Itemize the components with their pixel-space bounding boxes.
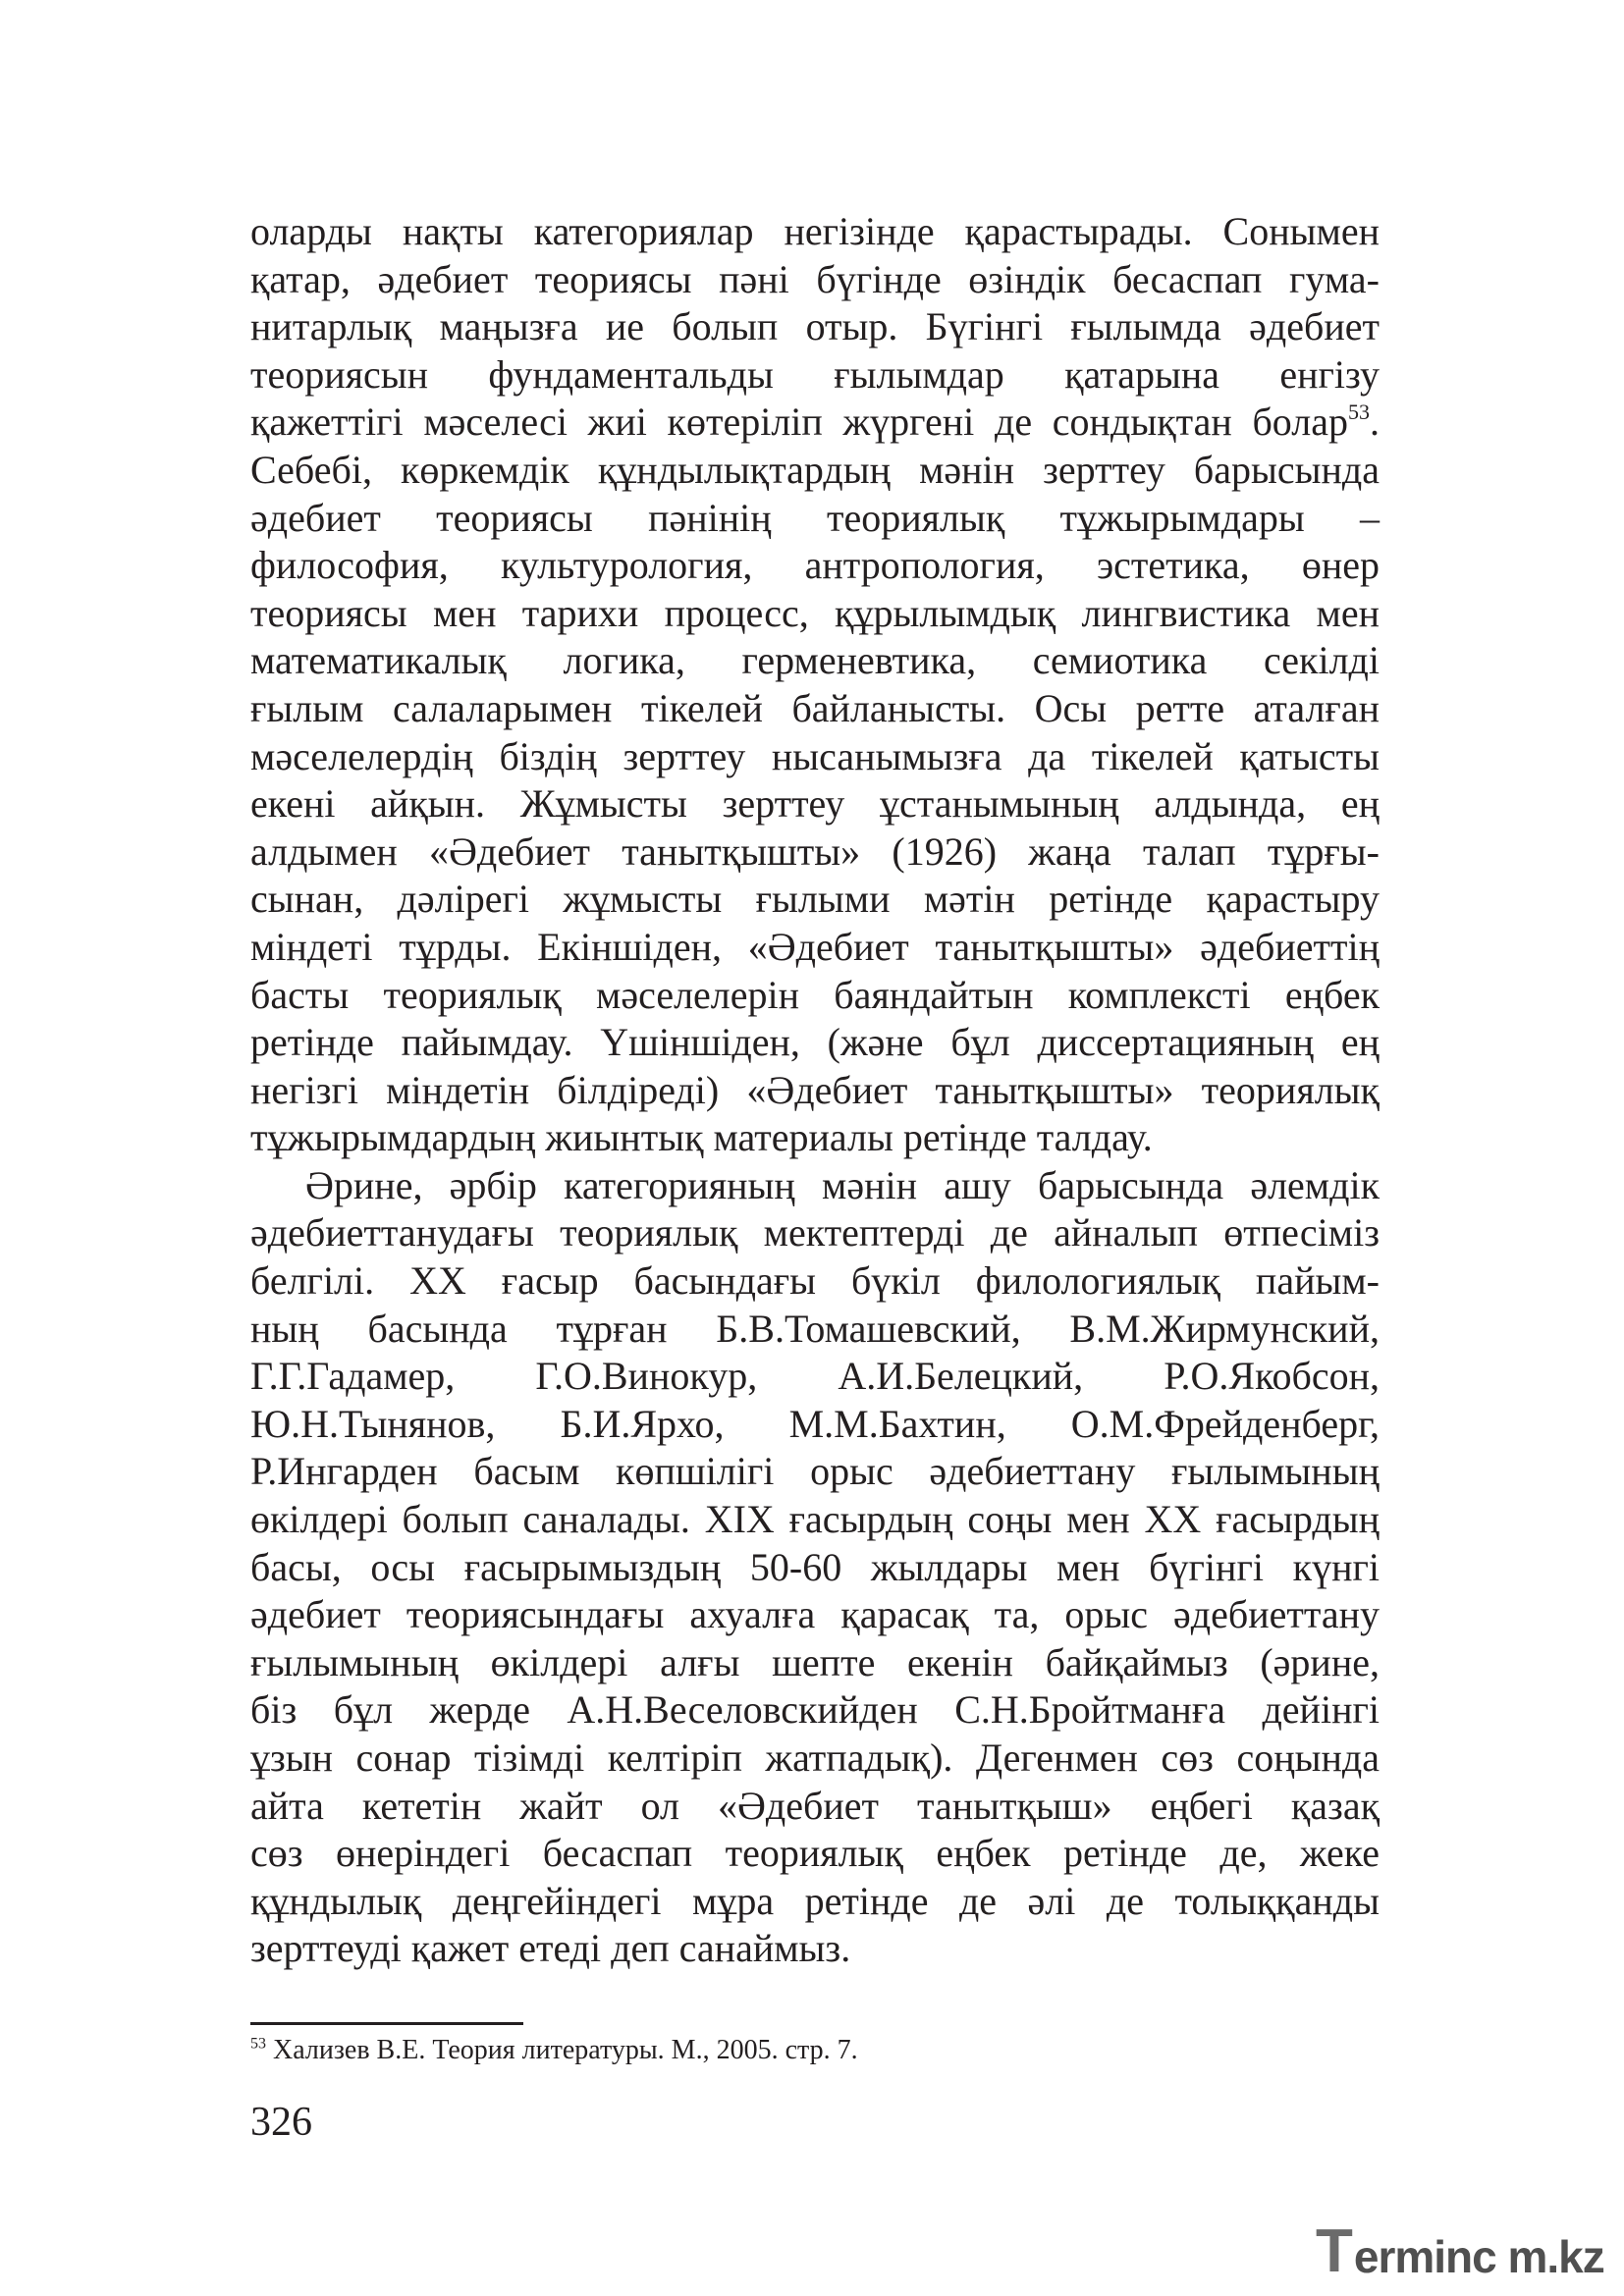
text-line-content: ұзын сонар тізімді келтіріп жатпадық). Дегенмен сөз соңында	[250, 1735, 1380, 1780]
watermark-logo	[1316, 2217, 1604, 2285]
text-line	[250, 1735, 1380, 1783]
text-line	[250, 924, 1380, 972]
footnote-trailing-period: .	[1370, 400, 1380, 445]
text-line	[250, 876, 1380, 924]
text-line	[250, 733, 1380, 781]
text-line-content: философия, культурология, антропология, эстетика, өнер	[250, 543, 1380, 588]
footnote-number: 53	[250, 2035, 266, 2053]
text-line-content: Р.Ингарден басым көпшілігі орыс әдебиеттану ғылымының	[250, 1449, 1380, 1494]
text-line	[250, 1878, 1380, 1926]
footnote-text: Хализев В.Е. Теория литературы. М., 2005. стр. 7.	[266, 2035, 858, 2065]
text-line-content: Ю.Н.Тынянов, Б.И.Ярхо, М.М.Бахтин, О.М.Фрейденберг,	[250, 1401, 1380, 1446]
text-line-content: теориясы мен тарихи процесс, құрылымдық лингвистика мен	[250, 590, 1380, 635]
watermark-first-letter: T	[1316, 2217, 1353, 2285]
footnote-separator	[250, 2022, 523, 2025]
text-line	[250, 256, 1380, 304]
text-line-content: әдебиет теориясындағы ахуалға қарасақ та, орыс әдебиеттану	[250, 1592, 1380, 1637]
text-line-content: тұжырымдардың жиынтық материалы ретінде талдау.	[250, 1115, 1153, 1160]
text-line	[250, 1306, 1380, 1354]
text-line-content: біз бұл жерде А.Н.Веселовскийден С.Н.Бройтманға дейінгі	[250, 1687, 1380, 1733]
text-line	[250, 1401, 1380, 1449]
text-line-content: мәселелердің біздің зерттеу нысанымызға да тікелей қатысты	[250, 733, 1380, 778]
text-line	[250, 1114, 1380, 1162]
text-line-content: әдебиеттанудағы теориялық мектептерді де айналып өтпесіміз	[250, 1210, 1380, 1255]
text-line-content: өкілдері болып саналады. ХІХ ғасырдың соңы мен ХХ ғасырдың	[250, 1497, 1380, 1542]
text-line-content: басы, осы ғасырымыздың 50-60 жылдары мен бүгінгі күнгі	[250, 1544, 1380, 1589]
text-line-content: алдымен «Әдебиет танытқышты» (1926) жаңа талап тұрғы-	[250, 828, 1380, 874]
text-line-content: Г.Г.Гадамер, Г.О.Винокур, А.И.Белецкий, Р.О.Якобсон,	[250, 1354, 1380, 1399]
text-line	[250, 1067, 1380, 1115]
text-line-content: екені айқын. Жұмысты зерттеу ұстанымының алдында, ең	[250, 781, 1380, 827]
footnote-reference[interactable]: 53	[1348, 400, 1370, 425]
text-line-content: теориясын фундаментальды ғылымдар қатарына енгізу	[250, 351, 1380, 397]
text-line	[250, 828, 1380, 877]
watermark-rest: erminc m.kz	[1353, 2231, 1604, 2282]
text-line	[250, 1496, 1380, 1544]
page-body	[250, 208, 1380, 1973]
text-line-content: математикалық логика, герменевтика, семиотика секілді	[250, 638, 1380, 683]
text-line-content: оларды нақты категориялар негізінде қарастырады. Сонымен	[250, 209, 1380, 253]
text-line-content: ғылымының өкілдері алғы шепте екенін байқаймыз (әрине,	[250, 1639, 1380, 1684]
text-line-content: қатар, әдебиет теориясы пәні бүгінде өзіндік бесаспап гума-	[250, 256, 1380, 301]
page-number: 326	[250, 2100, 312, 2145]
text-line	[250, 447, 1380, 495]
text-line	[250, 1162, 1380, 1210]
text-line-content: қажеттігі мәселесі жиі көтеріліп жүргені де сондықтан болар	[250, 400, 1348, 445]
text-line	[250, 780, 1380, 828]
text-line	[250, 1257, 1380, 1306]
text-line-content: ғылым салаларымен тікелей байланысты. Осы ретте аталған	[250, 685, 1380, 730]
text-line	[250, 1209, 1380, 1257]
text-line-content: Әрине, әрбір категорияның мәнін ашу барысында әлемдік	[305, 1162, 1380, 1207]
text-line	[250, 1448, 1380, 1496]
text-line	[250, 1353, 1380, 1401]
footnote	[250, 2034, 858, 2067]
text-line	[250, 542, 1380, 590]
text-line-content: әдебиет теориясы пәнінің теориялық тұжырымдары –	[250, 495, 1380, 540]
text-line-content: зерттеуді қажет етеді деп санаймыз.	[250, 1926, 851, 1971]
text-line	[250, 1830, 1380, 1878]
text-line	[250, 351, 1380, 400]
text-line	[250, 303, 1380, 351]
text-line	[250, 685, 1380, 733]
text-line-content: басты теориялық мәселелерін баяндайтын комплексті еңбек	[250, 972, 1380, 1017]
text-line-content: нитарлық маңызға ие болып отыр. Бүгінгі ғылымда әдебиет	[250, 304, 1380, 349]
text-line	[250, 1686, 1380, 1735]
text-line	[250, 1639, 1380, 1687]
text-line	[250, 1544, 1380, 1592]
paragraph-1	[250, 208, 1380, 1162]
text-line	[250, 1925, 1380, 1973]
text-line	[250, 972, 1380, 1020]
text-line	[250, 208, 1380, 256]
text-line	[250, 495, 1380, 543]
text-line-content: белгілі. ХХ ғасыр басындағы бүкіл филологиялық пайым-	[250, 1258, 1380, 1304]
text-line-content: сөз өнеріндегі бесаспап теориялық еңбек ретінде де, жеке	[250, 1831, 1380, 1876]
text-line	[250, 637, 1380, 685]
text-line-content: Себебі, көркемдік құндылықтардың мәнін зерттеу барысында	[250, 447, 1380, 492]
text-line-content: ретінде пайымдау. Үшіншіден, (және бұл диссертацияның ең	[250, 1020, 1380, 1065]
text-line-content: міндеті тұрды. Екіншіден, «Әдебиет танытқышты» әдебиеттің	[250, 924, 1380, 969]
text-line-content: негізгі міндетін білдіреді) «Әдебиет танытқышты» теориялық	[250, 1067, 1380, 1112]
text-line	[250, 1019, 1380, 1067]
text-line	[250, 399, 1380, 447]
paragraph-2	[250, 1162, 1380, 1973]
text-line	[250, 590, 1380, 638]
text-line	[250, 1591, 1380, 1639]
text-line-content: ның басында тұрған Б.В.Томашевский, В.М.Жирмунский,	[250, 1306, 1380, 1351]
text-line-content: сынан, дәлірегі жұмысты ғылыми мәтін ретінде қарастыру	[250, 877, 1380, 922]
text-line-content: айта кететін жайт ол «Әдебиет танытқыш» еңбегі қазақ	[250, 1783, 1380, 1828]
text-line	[250, 1783, 1380, 1831]
text-line-content: құндылық деңгейіндегі мұра ретінде де әлі де толыққанды	[250, 1878, 1380, 1923]
